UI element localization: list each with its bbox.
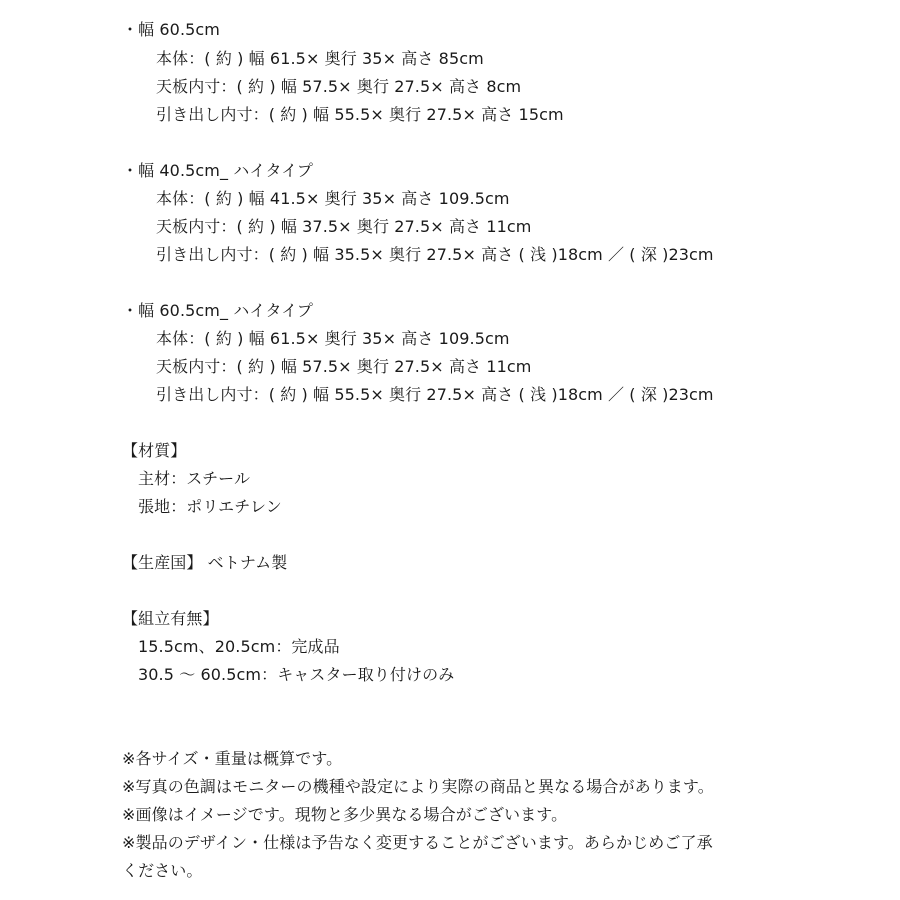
size-top-inner-dimensions: 天板内寸：( 約 ) 幅 37.5× 奥行 27.5× 高さ 11cm <box>156 217 532 236</box>
note-line: ください。 <box>122 861 203 880</box>
material-main: 主材：スチール <box>138 469 251 488</box>
size-drawer-inner-dimensions: 引き出し内寸：( 約 ) 幅 35.5× 奥行 27.5× 高さ ( 浅 )18cm ／ ( 深 )23cm <box>156 245 714 264</box>
assembly-heading: 【組立有無】 <box>122 609 219 628</box>
size-drawer-inner-dimensions: 引き出し内寸：( 約 ) 幅 55.5× 奥行 27.5× 高さ 15cm <box>156 105 564 124</box>
size-body-dimensions: 本体：( 約 ) 幅 41.5× 奥行 35× 高さ 109.5cm <box>156 189 510 208</box>
size-body-dimensions: 本体：( 約 ) 幅 61.5× 奥行 35× 高さ 85cm <box>156 49 484 68</box>
note-line: ※各サイズ・重量は概算です。 <box>122 749 343 768</box>
size-heading: ・幅 40.5cm_ ハイタイプ <box>122 161 313 180</box>
note-line: ※製品のデザイン・仕様は予告なく変更することがございます。あらかじめご了承 <box>122 833 713 852</box>
material-heading: 【材質】 <box>122 441 187 460</box>
size-heading: ・幅 60.5cm <box>122 20 220 39</box>
note-line: ※画像はイメージです。現物と多少異なる場合がございます。 <box>122 805 568 824</box>
size-top-inner-dimensions: 天板内寸：( 約 ) 幅 57.5× 奥行 27.5× 高さ 11cm <box>156 357 532 376</box>
material-upholstery: 張地：ポリエチレン <box>138 497 282 516</box>
size-top-inner-dimensions: 天板内寸：( 約 ) 幅 57.5× 奥行 27.5× 高さ 8cm <box>156 77 522 96</box>
assembly-line-casters: 30.5 〜 60.5cm：キャスター取り付けのみ <box>138 665 455 684</box>
note-line: ※写真の色調はモニターの機種や設定により実際の商品と異なる場合があります。 <box>122 777 714 796</box>
size-heading: ・幅 60.5cm_ ハイタイプ <box>122 301 313 320</box>
size-drawer-inner-dimensions: 引き出し内寸：( 約 ) 幅 55.5× 奥行 27.5× 高さ ( 浅 )18cm ／ ( 深 )23cm <box>156 385 714 404</box>
assembly-line-complete: 15.5cm、20.5cm：完成品 <box>138 637 340 656</box>
origin-line: 【生産国】 ベトナム製 <box>122 553 288 572</box>
size-body-dimensions: 本体：( 約 ) 幅 61.5× 奥行 35× 高さ 109.5cm <box>156 329 510 348</box>
